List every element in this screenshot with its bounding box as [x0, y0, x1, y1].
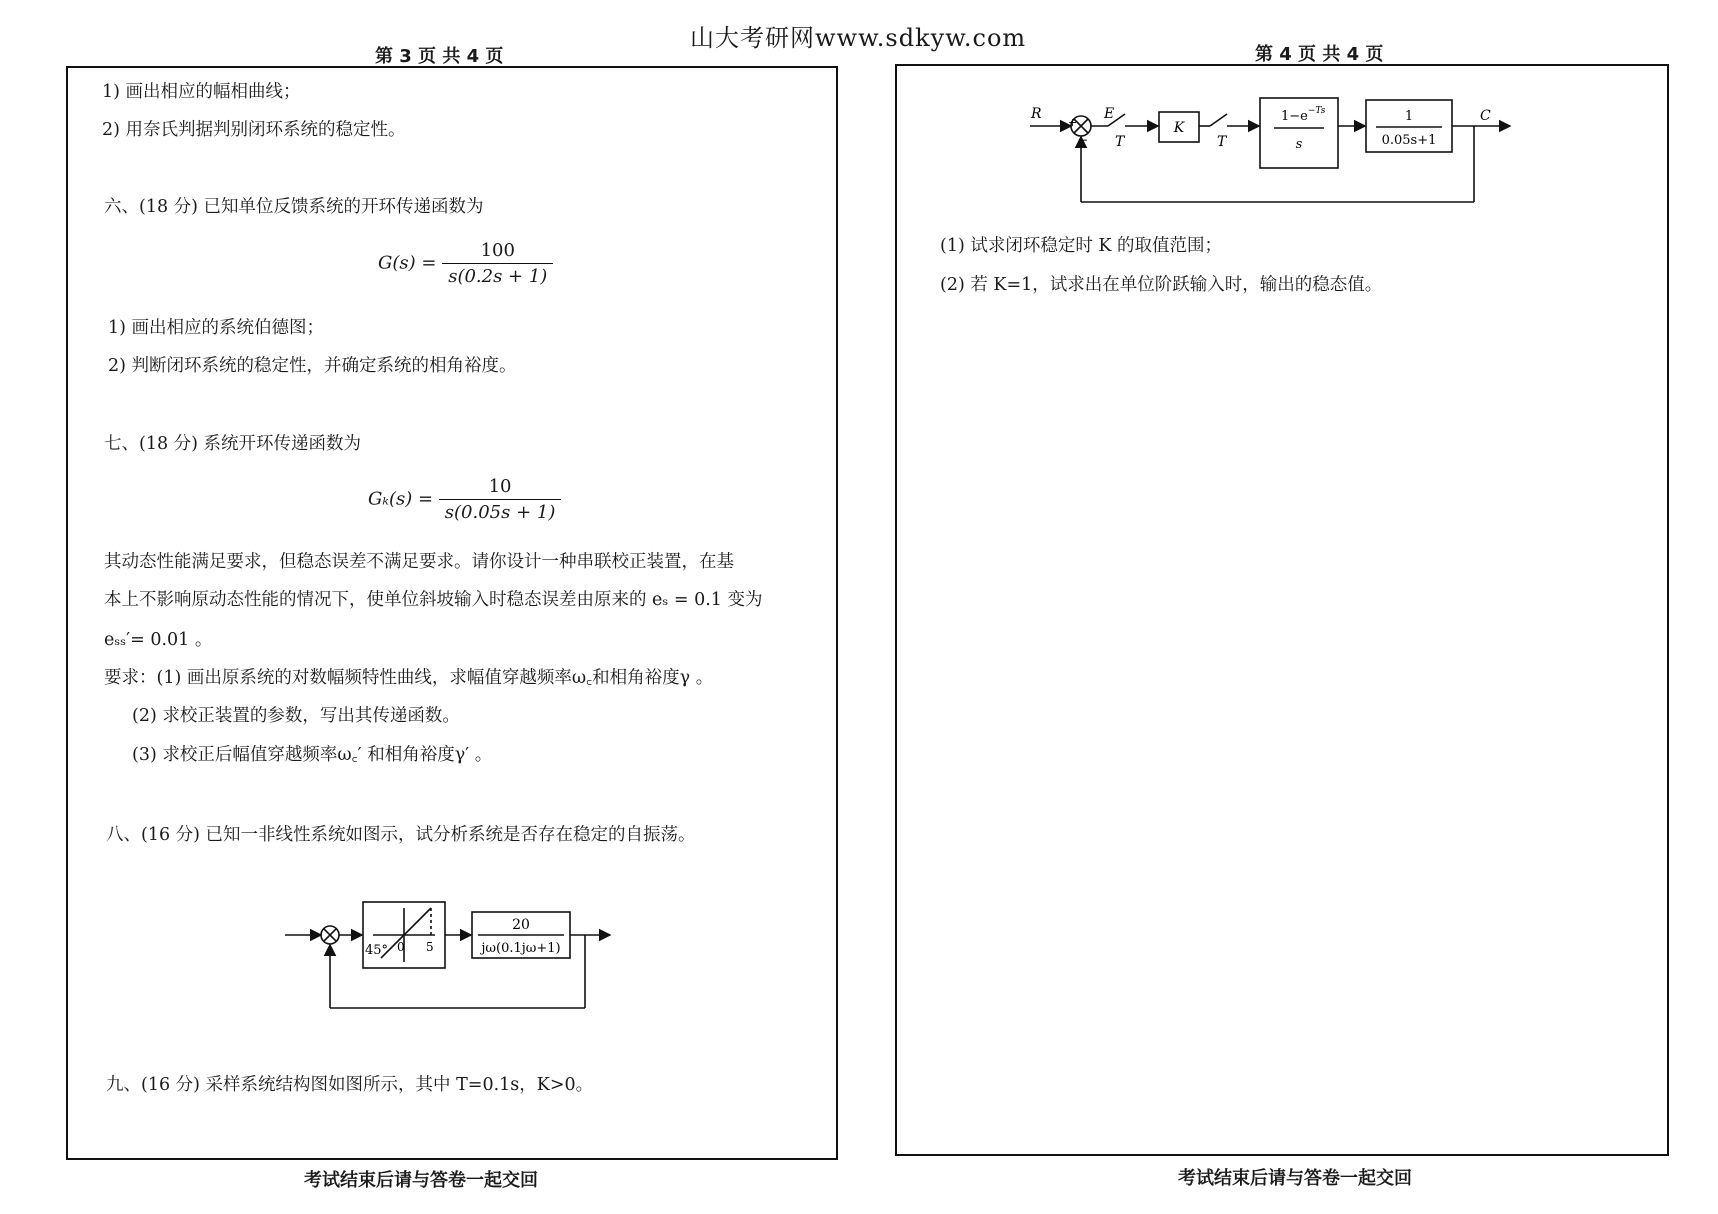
q5-item-2: 2) 用奈氏判据判别闭环系统的稳定性。: [102, 120, 406, 140]
q7-requirement-3: (3) 求校正后幅值穿越频率ω꜀′ 和相角裕度γ′ 。: [132, 745, 493, 765]
q9-input-label: R: [1031, 106, 1042, 122]
q6-equation-lhs: G(s) =: [378, 252, 437, 274]
q7-paragraph-1: 其动态性能满足要求，但稳态误差不满足要求。请你设计一种串联校正装置，在基: [104, 552, 734, 572]
q9-zoh-denominator: s: [1295, 137, 1303, 152]
left-page-number: 第 3 页 共 4 页: [375, 46, 504, 67]
q7-equation-lhs: Gₖ(s) =: [368, 488, 434, 510]
q9-item-2: (2) 若 K=1，试求出在单位阶跃输入时，输出的稳态值。: [940, 275, 1383, 295]
q9-plant-numerator: 1: [1404, 109, 1414, 124]
q8-block-numerator: 20: [512, 917, 530, 933]
q7-paragraph-3: eₛₛ′= 0.01 。: [104, 630, 213, 650]
q7-numerator: 10: [439, 476, 562, 500]
site-watermark: 山大考研网www.sdkyw.com: [690, 24, 1027, 52]
q6-item-1: 1) 画出相应的系统伯德图；: [108, 318, 325, 338]
q9-sampler-2: [1210, 114, 1227, 126]
q9-error-label: E: [1104, 106, 1115, 122]
q8-five-label: 5: [426, 940, 434, 954]
q8-title: 八、(16 分) 已知一非线性系统如图示，试分析系统是否存在稳定的自振荡。: [106, 825, 696, 845]
q9-sampler-2-label: T: [1217, 134, 1227, 150]
q9-plant-denominator: 0.05s+1: [1381, 133, 1437, 148]
q9-gain-label: K: [1173, 120, 1185, 136]
q7-paragraph-2: 本上不影响原动态性能的情况下，使单位斜坡输入时稳态误差由原来的 eₛ = 0.1 变为: [104, 590, 763, 610]
q5-item-1: 1) 画出相应的幅相曲线；: [102, 82, 301, 102]
q8-zero-label: 0: [397, 940, 405, 954]
q6-denominator: s(0.2s + 1): [448, 266, 548, 287]
q6-fraction: [442, 240, 553, 287]
right-page-footer: 考试结束后请与答卷一起交回: [1178, 1168, 1412, 1189]
q9-title: 九、(16 分) 采样系统结构图如图所示，其中 T=0.1s，K>0。: [106, 1075, 594, 1095]
q6-equation: [378, 240, 553, 287]
q7-fraction: [439, 476, 562, 523]
q9-sampler-1-label: T: [1115, 134, 1125, 150]
q6-numerator: 100: [442, 240, 553, 264]
left-page-footer: 考试结束后请与答卷一起交回: [304, 1170, 538, 1191]
q9-plus-sign: +: [1068, 116, 1078, 129]
q7-denominator: s(0.05s + 1): [444, 502, 556, 523]
q8-block-diagram: [285, 890, 625, 1020]
q8-saturation-curve: [381, 908, 431, 958]
q6-title: 六、(18 分) 已知单位反馈系统的开环传递函数为: [104, 197, 484, 217]
right-page-number: 第 4 页 共 4 页: [1255, 44, 1384, 65]
q9-zoh-numerator: $1-e^{-Ts}$: [1281, 106, 1326, 124]
q6-item-2: 2) 判断闭环系统的稳定性，并确定系统的相角裕度。: [108, 356, 517, 376]
q7-title: 七、(18 分) 系统开环传递函数为: [104, 434, 362, 454]
q8-angle-label: 45°: [365, 943, 389, 958]
q7-requirement-2: (2) 求校正装置的参数，写出其传递函数。: [132, 706, 460, 726]
q8-block-denominator: jω(0.1jω+1): [481, 941, 561, 956]
q9-output-label: C: [1480, 108, 1491, 124]
q7-requirement-1: 要求：(1) 画出原系统的对数幅频特性曲线，求幅值穿越频率ω꜀和相角裕度γ 。: [104, 668, 714, 688]
q9-minus-sign: −: [1078, 133, 1089, 147]
q9-block-diagram: [1030, 94, 1520, 214]
q7-equation: [368, 476, 561, 523]
q9-item-1: (1) 试求闭环稳定时 K 的取值范围；: [940, 236, 1223, 256]
right-page-frame: [895, 64, 1669, 1156]
